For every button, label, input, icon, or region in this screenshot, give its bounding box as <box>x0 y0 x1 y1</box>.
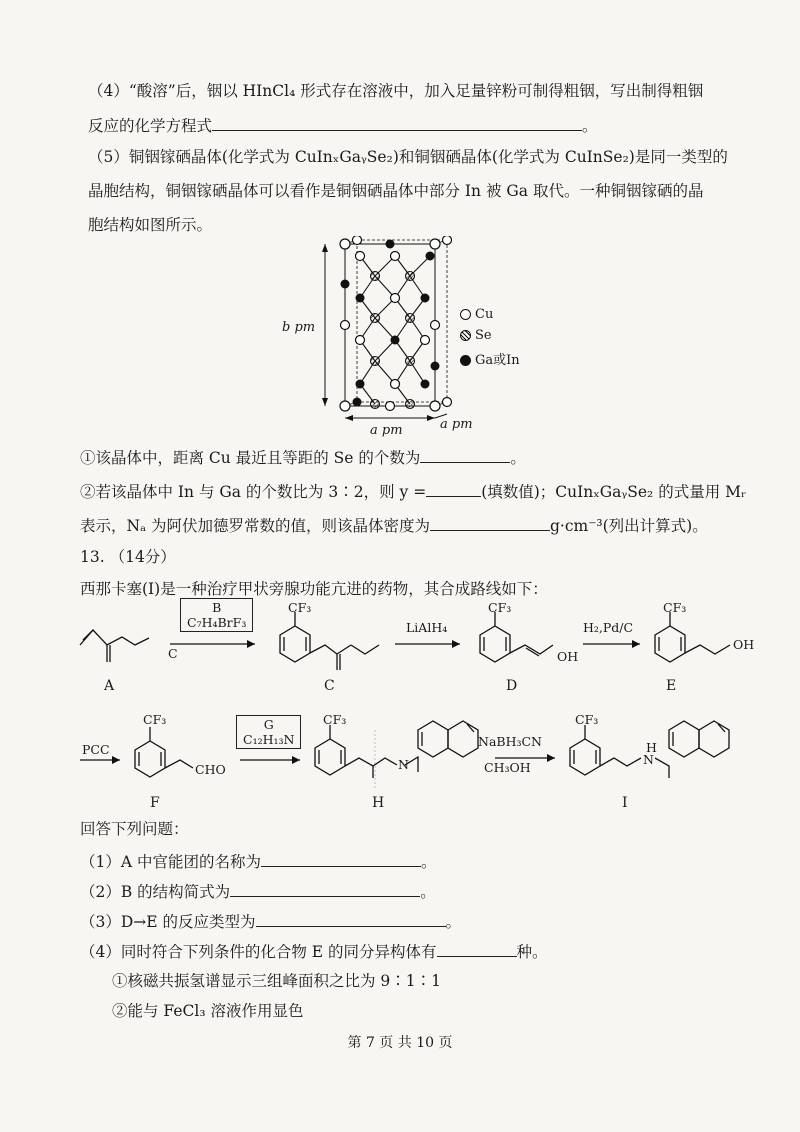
sub2-line2-prefix: 表示，Nₐ 为阿伏加德罗常数的值，则该晶体密度为 <box>80 517 430 535</box>
reagent-nabh3cn: NaBH₃CN <box>478 734 542 749</box>
sub2-part1: ②若该晶体中 In 与 Ga 的个数比为 3∶2，则 y = <box>80 483 427 501</box>
f-cho: CHO <box>195 762 226 777</box>
reagent-pcc: PCC <box>82 742 110 757</box>
synthesis-route-row2 <box>75 710 775 800</box>
reagent-g-box <box>236 715 301 749</box>
reagent-b-box <box>180 598 253 632</box>
answer-4 <box>80 940 548 963</box>
i-nh: H <box>646 740 657 755</box>
q4-answer-blank[interactable] <box>212 114 582 131</box>
f-cf3: CF₃ <box>143 712 167 727</box>
label-d: D <box>506 678 518 694</box>
reagent-b-formula: C₇H₄BrF₃ <box>187 615 247 630</box>
answer-4-suffix: 种。 <box>516 943 548 961</box>
q13-header: 13. （14分） <box>80 548 176 566</box>
label-f: F <box>150 795 160 811</box>
q5-line1: （5）铜铟镓硒晶体(化学式为 CuInₓGaᵧSe₂)和铜铟硒晶体(化学式为 CuInSe₂)是同一类型的 <box>88 148 728 166</box>
q4-line1: （4）“酸溶”后，铟以 HInCl₄ 形式存在溶液中，加入足量锌粉可制得粗铟，写出制得粗铟 <box>88 82 704 100</box>
q5-line2: 晶胞结构，铜铟镓硒晶体可以看作是铜铟硒晶体中部分 In 被 Ga 取代。一种铜铟镓硒的晶 <box>88 182 704 200</box>
answer-2-prefix: （2）B 的结构简式为 <box>80 883 231 901</box>
sub2-part2: (填数值)；CuInₓGaᵧSe₂ 的式量用 Mᵣ <box>481 483 747 501</box>
q4-line2 <box>88 114 598 137</box>
h-cf3: CF₃ <box>323 712 347 727</box>
sub1-line <box>80 446 526 469</box>
answer-3 <box>80 910 461 933</box>
hatched-circle-icon <box>460 330 471 341</box>
legend-cu <box>460 307 493 322</box>
condition-1: ①核磁共振氢谱显示三组峰面积之比为 9∶1∶1 <box>112 972 442 990</box>
crystal-width-label: a pm <box>370 423 403 438</box>
sub1-suffix: 。 <box>510 449 526 467</box>
legend-se-text: Se <box>475 328 492 343</box>
i-cf3: CF₃ <box>575 712 599 727</box>
crystal-height-label: b pm <box>282 320 316 335</box>
e-cf3: CF₃ <box>663 600 687 615</box>
reagent-h2-pd: H₂,Pd/C <box>583 620 634 635</box>
answer-4-prefix: （4）同时符合下列条件的化合物 E 的同分异构体有 <box>80 943 437 961</box>
reagent-lialh4: LiAlH₄ <box>406 620 448 635</box>
reagent-g-formula: C₁₂H₁₃N <box>243 732 295 747</box>
q13-intro: 西那卡塞(Ⅰ)是一种治疗甲状旁腺功能亢进的药物，其合成路线如下： <box>80 580 548 598</box>
i-n: N <box>643 752 654 767</box>
answers-header: 回答下列问题： <box>80 820 189 838</box>
label-a: A <box>104 678 115 694</box>
answer-1-blank[interactable] <box>261 850 421 867</box>
legend-se <box>460 328 492 343</box>
sub2-y-blank[interactable] <box>426 480 481 497</box>
reagent-ch3oh: CH₃OH <box>484 760 531 775</box>
answer-1-suffix: 。 <box>420 853 437 871</box>
label-e: E <box>666 678 677 694</box>
answer-2-suffix: 。 <box>420 883 436 901</box>
sub2-density-blank[interactable] <box>430 514 550 531</box>
label-h: H <box>372 795 385 811</box>
answer-2 <box>80 880 436 903</box>
legend-cu-text: Cu <box>475 307 494 322</box>
answer-4-blank[interactable] <box>437 940 517 957</box>
sub2-line1 <box>80 480 746 503</box>
answer-2-blank[interactable] <box>230 880 420 897</box>
d-cf3: CF₃ <box>488 600 512 615</box>
answer-3-suffix: 。 <box>445 913 462 931</box>
legend-ga-in-text: Ga或In <box>475 353 520 368</box>
crystal-cell-diagram <box>300 236 480 436</box>
reagent-b-extra: C <box>168 646 178 661</box>
label-i: I <box>622 795 628 811</box>
page-footer: 第 7 页 共 10 页 <box>347 1035 453 1051</box>
q5-line3: 胞结构如图所示。 <box>88 216 213 234</box>
reagent-b-name: B <box>212 600 222 615</box>
crystal-depth-label: a pm <box>440 417 473 432</box>
sub1-answer-blank[interactable] <box>420 446 510 463</box>
reagent-g-name: G <box>263 717 274 732</box>
filled-circle-icon <box>460 355 471 366</box>
sub1-prefix: ①该晶体中，距离 Cu 最近且等距的 Se 的个数为 <box>80 449 421 467</box>
answer-3-prefix: （3）D→E 的反应类型为 <box>80 913 256 931</box>
open-circle-icon <box>460 309 471 320</box>
q4-line2-prefix: 反应的化学方程式 <box>88 117 213 135</box>
answer-3-blank[interactable] <box>256 910 446 927</box>
legend-ga-in <box>460 349 520 368</box>
sub2-line2-suffix: g·cm⁻³(列出计算式)。 <box>549 517 708 535</box>
condition-2: ②能与 FeCl₃ 溶液作用显色 <box>112 1002 304 1020</box>
d-oh: OH <box>557 649 579 664</box>
sub2-line2 <box>80 514 708 537</box>
answer-1-prefix: （1）A 中官能团的名称为 <box>80 853 261 871</box>
c-cf3: CF₃ <box>288 600 312 615</box>
answer-1 <box>80 850 437 873</box>
q4-line2-suffix: 。 <box>582 117 598 135</box>
label-c: C <box>324 678 335 694</box>
e-oh: OH <box>733 637 755 652</box>
h-n: N <box>398 757 409 772</box>
